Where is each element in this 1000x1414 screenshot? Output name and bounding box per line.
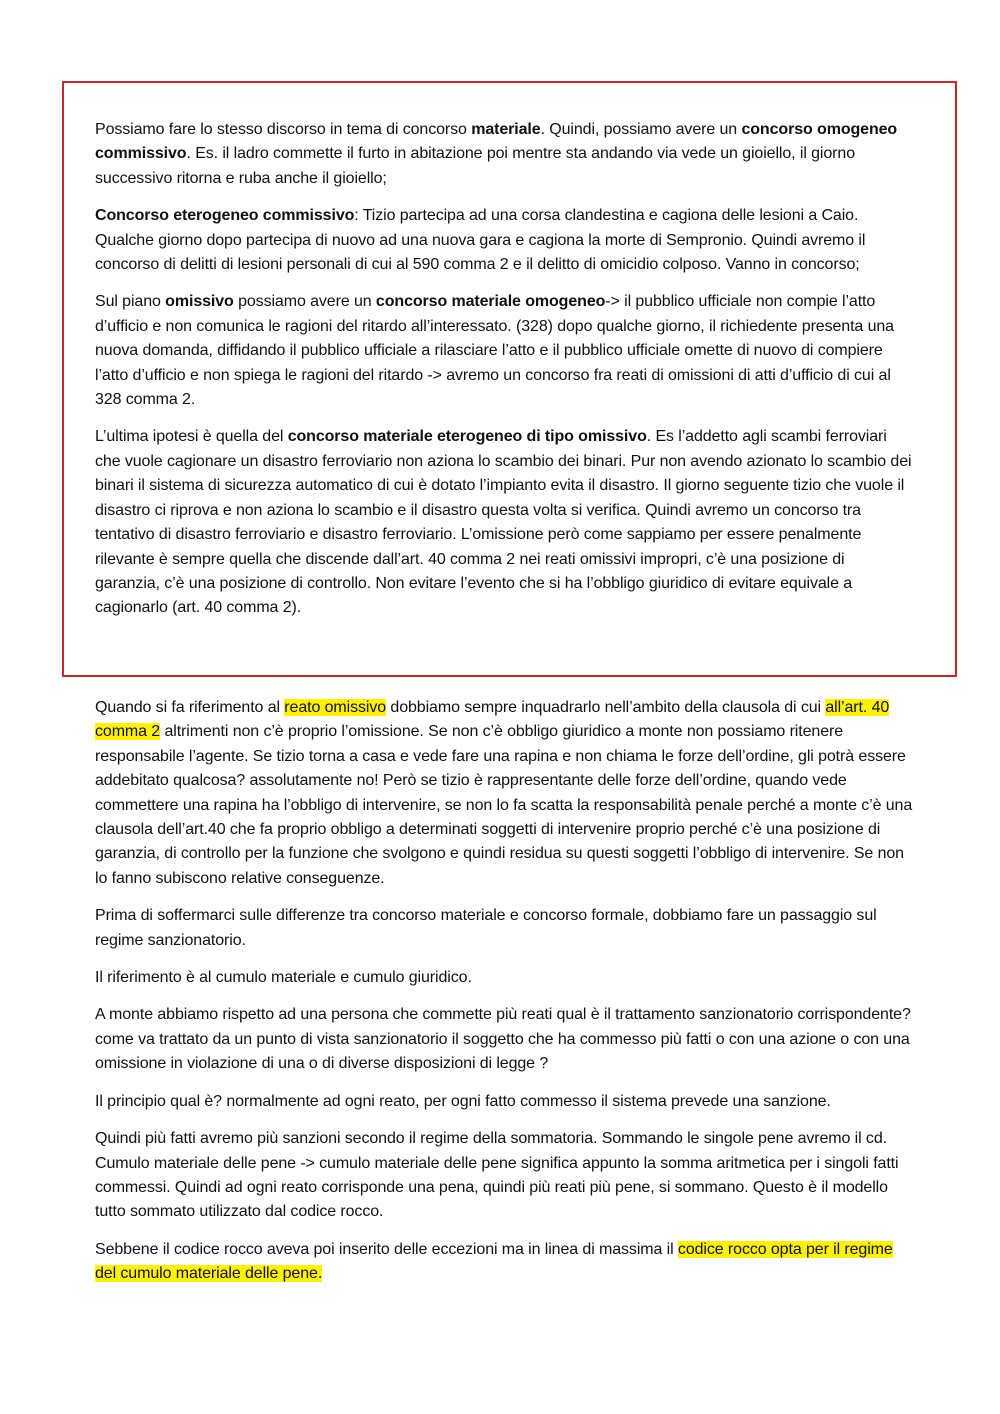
paragraph-concorso-eterogeneo-omissivo <box>95 425 913 620</box>
bold-term: omissivo <box>165 293 234 311</box>
paragraph-principio: Il principio qual è? normalmente ad ogni reato, per ogni fatto commesso il sistema prevede una sanzione. <box>95 1092 831 1110</box>
text-run: Possiamo fare lo stesso discorso in tema di concorso <box>95 121 472 138</box>
highlighted-text: reato omissivo <box>284 699 387 716</box>
paragraph-concorso-materiale-omogeneo <box>95 290 913 412</box>
text-run: altrimenti non c’è proprio l’omissione. Se non c’è obbligo giuridico a monte non possiamo ritenere responsabile l’agente. Se tizio torna a casa e vede fare una rapina e non chiama le forze dell’ordine, gli potrà essere addebitato qualcosa? assolutamente no! Però se tizio è rappresentante delle forze dell’ordine, quando vede commettere una rapina ha l’obbligo di intervenire, se non lo fa scatta la responsabilità penale perché a monte c’è una clausola dell’art.40 che fa proprio obbligo a determinati soggetti di intervenire proprio perché c’è una posizione di garanzia, di controllo per la funzione che svolgono e quindi residua su questi soggetti l’obbligo di intervenire. Se non lo fanno subiscono relative conseguenze. <box>95 723 913 887</box>
highlighted-text: codice rocco opta per il regime del cumulo materiale delle pene. <box>95 1240 893 1283</box>
text-run: -> il pubblico ufficiale non compie l’atto d’ufficio e non comunica le ragioni del ritardo all’interessato. (328) dopo qualche giorno, il richiedente presenta una nuova domanda, diffidando il pubblico ufficiale a rilasciare l’atto e il pubblico ufficiale omette di nuovo di compiere l’atto d’ufficio e non spiega le ragioni del ritardo -> avremo un concorso fra reati di omissioni di atti d’ufficio di cui al 328 comma 2. <box>95 293 894 409</box>
boxed-section <box>95 118 913 634</box>
text-run: L’ultima ipotesi è quella del <box>95 428 288 446</box>
main-section <box>95 696 913 1300</box>
paragraph-reato-omissivo <box>95 696 913 891</box>
paragraph-cumulo: Il riferimento è al cumulo materiale e cumulo giuridico. <box>95 969 472 987</box>
paragraph-regime-sanzionatorio: Prima di soffermarci sulle differenze tra concorso materiale e concorso formale, dobbiamo fare un passaggio sul regime sanzionatorio. <box>95 907 877 949</box>
paragraph-cumulo-materiale: Quindi più fatti avremo più sanzioni secondo il regime della sommatoria. Sommando le singole pene avremo il cd. Cumulo materiale delle pene -> cumulo materiale delle pene significa appunto la somma aritmetica per i singoli fatti commessi. Quindi ad ogni reato corrisponde una pena, quindi più reati più pene, si sommano. Questo è il modello tutto sommato utilizzato dal codice rocco. <box>95 1130 899 1221</box>
bold-term: materiale <box>471 121 541 138</box>
paragraph-concorso-eterogeneo-commissivo <box>95 204 913 277</box>
text-run: Quando si fa riferimento al <box>95 699 285 716</box>
paragraph-codice-rocco <box>95 1238 913 1287</box>
paragraph-trattamento-sanzionatorio: A monte abbiamo rispetto ad una persona che commette più reati qual è il trattamento sanzionatorio corrispondente? come va trattato da un punto di vista sanzionatorio il soggetto che ha commesso più fatti o con una azione o con una omissione in violazione di una o di diverse disposizioni di legge ? <box>95 1006 911 1073</box>
bold-term: concorso omogeneo commissivo <box>95 121 898 163</box>
bold-term: concorso materiale eterogeneo di tipo omissivo <box>287 428 647 446</box>
text-run: . Quindi, possiamo avere un <box>540 121 742 138</box>
text-run: . Es l’addetto agli scambi ferroviari che vuole cagionare un disastro ferroviario non aziona lo scambio dei binari. Pur non avendo azionato lo scambio dei binari il sistema di sicurezza automatico di cui è dotato l’impianto evita il disastro. Il giorno seguente tizio che vuole il disastro ci riprova e non aziona lo scambio e il disastro questa volta si verifica. Quindi avremo un concorso tra tentativo di disastro ferroviario e disastro ferroviario. L’omissione però come sappiamo per essere penalmente rilevante è sempre quella che discende dall’art. 40 comma 2 nei reati omissivi impropri, c’è una posizione di garanzia, c’è una posizione di controllo. Non evitare l’evento che si ha l’obbligo giuridico di evitare equivale a cagionarlo (art. 40 comma 2). <box>95 428 912 617</box>
text-run: . Es. il ladro commette il furto in abitazione poi mentre sta andando via vede un gioiello, il giorno successivo ritorna e ruba anche il gioiello; <box>95 145 856 187</box>
highlighted-text: all’art. 40 comma 2 <box>95 699 890 741</box>
text-run: Sebbene il codice rocco aveva poi inserito delle eccezioni ma in linea di massima il <box>95 1240 678 1258</box>
bold-term: concorso materiale omogeneo <box>375 293 606 311</box>
text-run: : Tizio partecipa ad una corsa clandestina e cagiona delle lesioni a Caio. Qualche giorno dopo partecipa di nuovo ad una nuova gara e cagiona la morte di Sempronio. Quindi avremo il concorso di delitti di lesioni personali di cui al 590 comma 2 e il delitto di omicidio colposo. Vanno in concorso; <box>95 207 866 274</box>
paragraph-concorso-omogeneo-commissivo <box>95 118 913 191</box>
text-run: possiamo avere un <box>233 293 376 311</box>
text-run: dobbiamo sempre inquadrarlo nell’ambito della clausola di cui <box>386 699 826 716</box>
text-run: Sul piano <box>95 293 166 311</box>
bold-term: Concorso eterogeneo commissivo <box>95 207 355 225</box>
